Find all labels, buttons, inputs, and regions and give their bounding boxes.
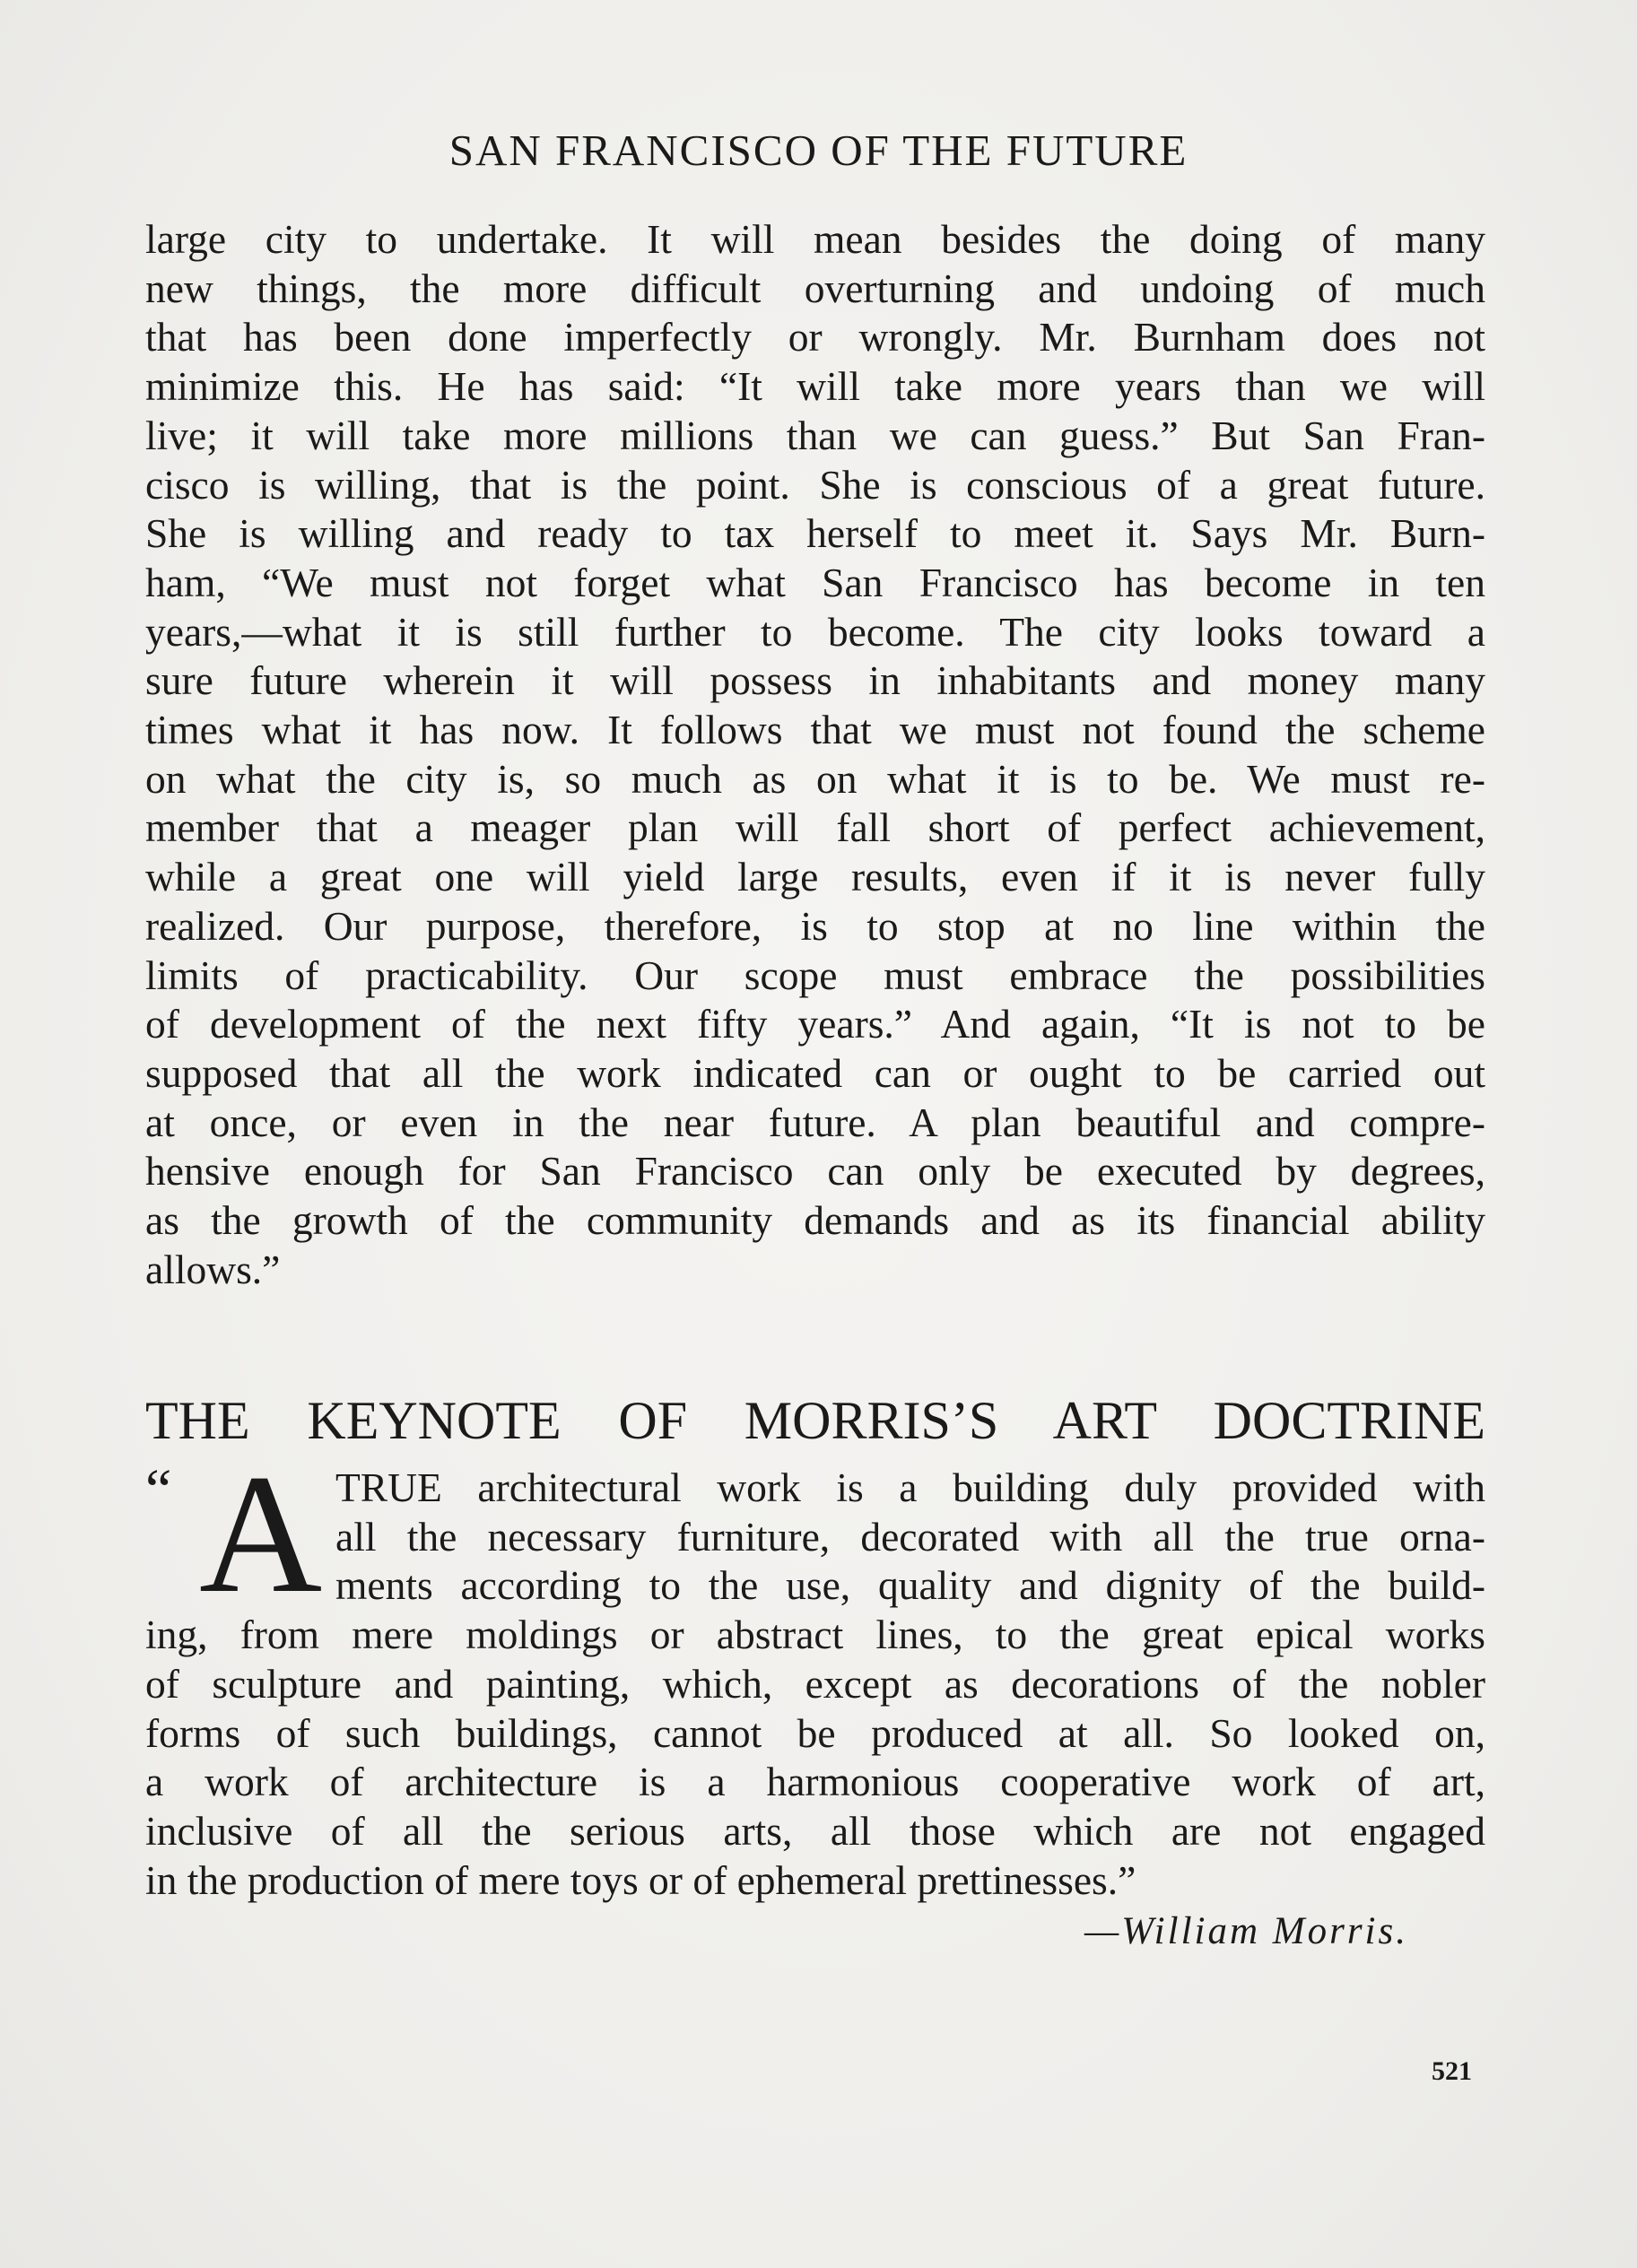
body-line: as the growth of the community demands and as its financial ability (145, 1197, 1485, 1244)
body-line: member that a meager plan will fall short of perfect achievement, (145, 804, 1485, 851)
body-line: allows.” (145, 1246, 281, 1292)
quote-line: all the necessary furniture, decorated with all the true orna- (335, 1513, 1485, 1560)
body-line: while a great one will yield large results, even if it is never fully (145, 854, 1485, 900)
quote-line: in the production of mere toys or of ephemeral prettinesses.” (145, 1856, 1136, 1903)
body-line: minimize this. He has said: “It will take more years than we will (145, 363, 1485, 410)
body-line: supposed that all the work indicated can or ought to be carried out (145, 1049, 1485, 1096)
body-line: She is willing and ready to tax herself to meet it. Says Mr. Burn- (145, 510, 1485, 557)
quote-line: forms of such buildings, cannot be produced at all. So looked on, (145, 1709, 1485, 1756)
body-line: of development of the next fifty years.” And again, “It is not to be (145, 1001, 1485, 1047)
body-line: hensive enough for San Francisco can only be executed by degrees, (145, 1148, 1485, 1195)
body-line: new things, the more difficult overturning and undoing of much (145, 265, 1485, 311)
page-number: 521 (1432, 2056, 1472, 2086)
quote-line: a work of architecture is a harmonious cooperative work of art, (145, 1759, 1485, 1805)
body-line: realized. Our purpose, therefore, is to stop at no line within the (145, 902, 1485, 949)
morris-quote (145, 1440, 1485, 1905)
quote-line: of sculpture and painting, which, except as decorations of the nobler (145, 1660, 1485, 1707)
body-line: live; it will take more millions than we can guess.” But San Fran- (145, 412, 1485, 458)
running-head: SAN FRANCISCO OF THE FUTURE (448, 126, 1189, 175)
quote-line: ments according to the use, quality and dignity of the build- (335, 1562, 1485, 1609)
body-line: ham, “We must not forget what San Francisco has become in ten (145, 559, 1485, 605)
quote-line: TRUE architectural work is a building duly provided with (335, 1464, 1485, 1510)
body-line: years,—what it is still further to become. The city looks toward a (145, 608, 1485, 655)
body-line: limits of practicability. Our scope must embrace the possibilities (145, 952, 1485, 998)
section-title: THE KEYNOTE OF MORRIS’S ART DOCTRINE (145, 1391, 1485, 1450)
body-line: sure future wherein it will possess in inhabitants and money many (145, 657, 1485, 704)
body-line: on what the city is, so much as on what it is to be. We must re- (145, 755, 1485, 802)
article-body (145, 215, 1485, 1294)
drop-cap: A (199, 1440, 323, 1629)
quote-line: ing, from mere moldings or abstract lines, to the great epical works (145, 1612, 1485, 1658)
body-line: large city to undertake. It will mean besides the doing of many (145, 216, 1485, 262)
body-line: that has been done imperfectly or wrongly. Mr. Burnham does not (145, 314, 1485, 361)
opening-quote-mark: “ (145, 1457, 172, 1523)
quote-line: inclusive of all the serious arts, all those which are not engaged (145, 1807, 1485, 1854)
body-line: times what it has now. It follows that we must not found the scheme (145, 707, 1485, 753)
attribution: —William Morris. (1084, 1910, 1408, 1952)
body-line: cisco is willing, that is the point. She is conscious of a great future. (145, 461, 1485, 508)
body-line: at once, or even in the near future. A plan beautiful and compre- (145, 1099, 1485, 1145)
